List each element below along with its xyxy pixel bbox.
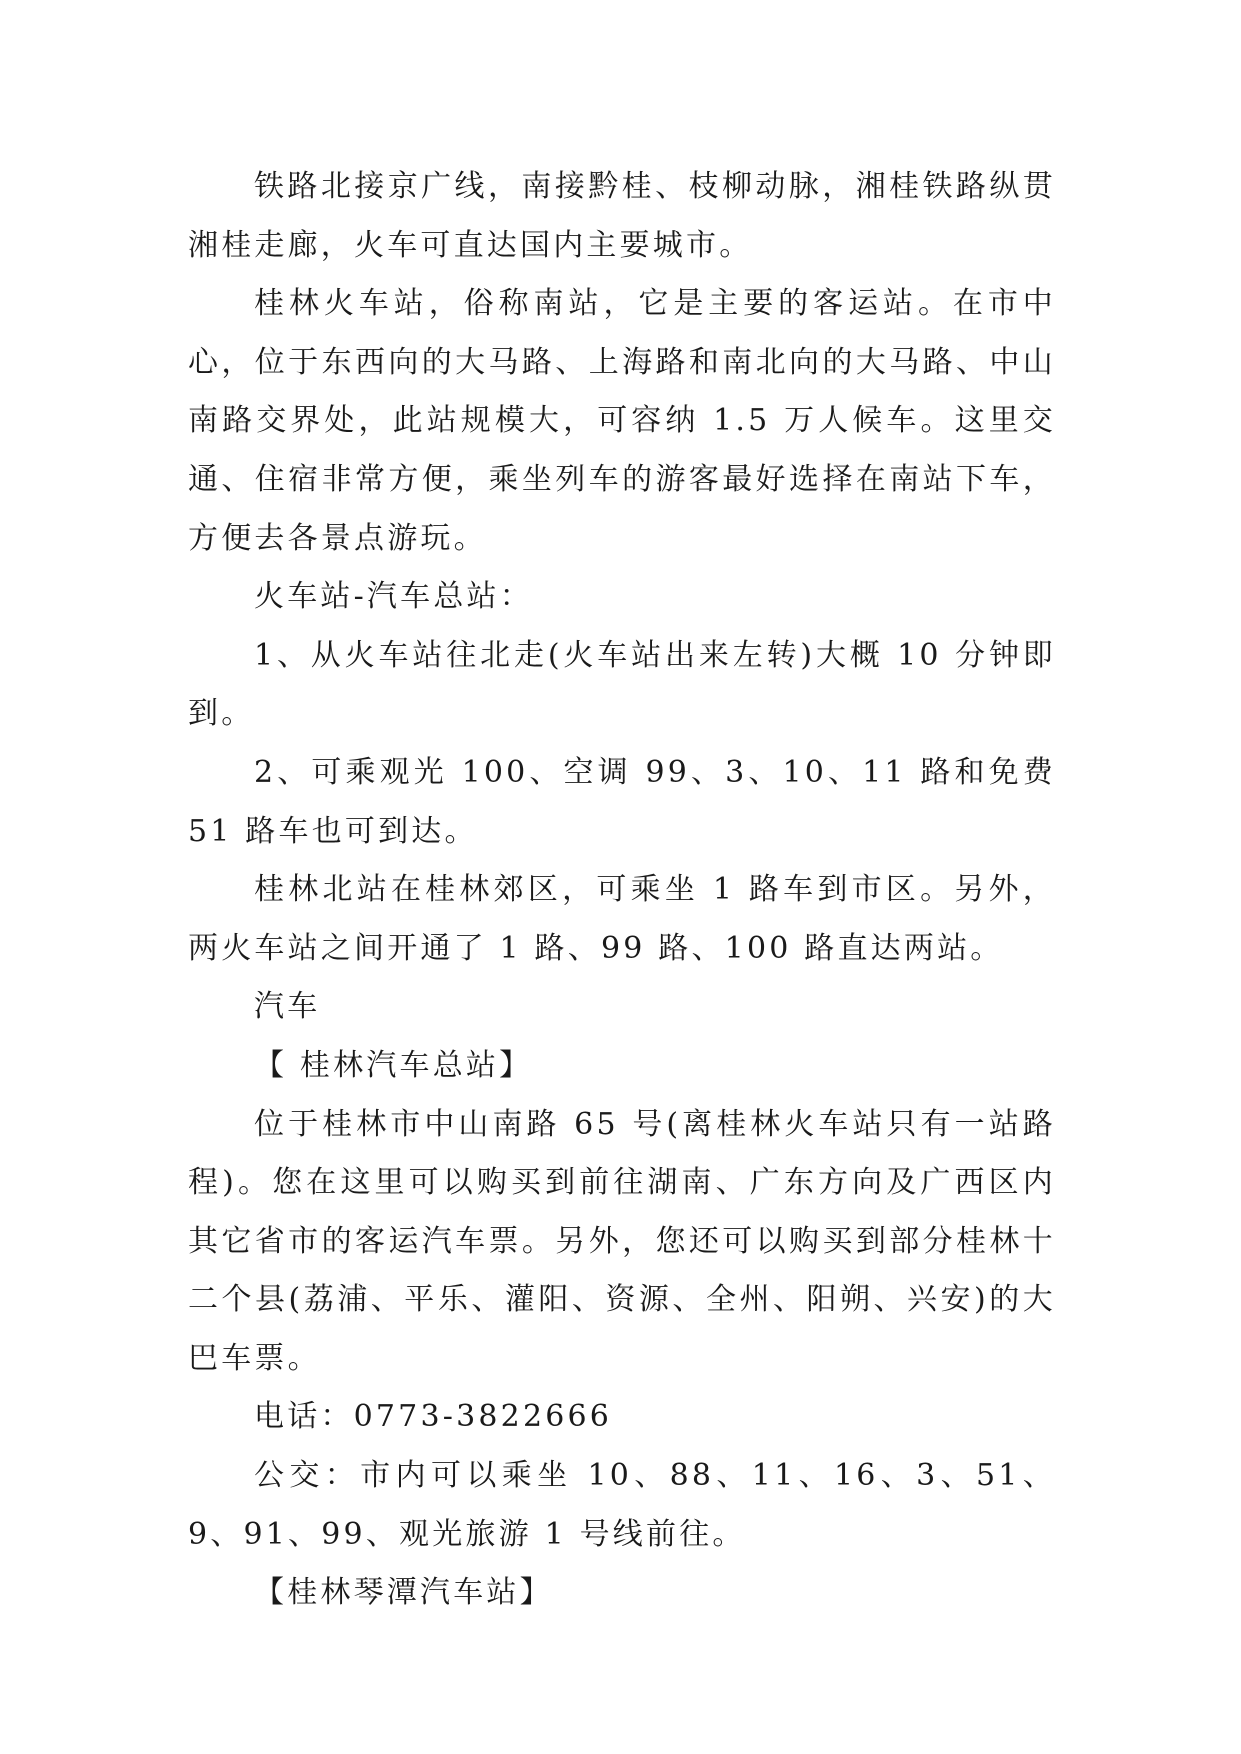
paragraph-public-transit: 公交：市内可以乘坐 10、88、11、16、3、51、9、91、99、观光旅游 1 号线前往。 xyxy=(188,1458,1056,1552)
heading-bus: 汽车 xyxy=(254,989,321,1025)
heading-guilin-bus-terminal: 【 桂林汽车总站】 xyxy=(254,1047,533,1083)
paragraph-railway-lines: 铁路北接京广线，南接黔桂、枝柳动脉，湘桂铁路纵贯湘桂走廊，火车可直达国内主要城市。 xyxy=(188,169,1056,263)
heading-station-to-bus-terminal: 火车站-汽车总站： xyxy=(254,579,533,615)
paragraph-bus-terminal-info: 位于桂林市中山南路 65 号(离桂林火车站只有一站路程)。您在这里可以购买到前往湖南、广东方向及广西区内其它省市的客运汽车票。另外，您还可以购买到部分桂林十二个县(荔浦、平乐、灌阳、资源、全州、阳朔、兴安)的大巴车票。 xyxy=(188,1106,1056,1376)
paragraph-bus-route: 2、可乘观光 100、空调 99、3、10、11 路和免费 51 路车也可到达。 xyxy=(188,754,1056,849)
paragraph-guilin-station: 桂林火车站，俗称南站，它是主要的客运站。在市中心，位于东西向的大马路、上海路和南北向的大马路、中山南路交界处，此站规模大，可容纳 1.5 万人候车。这里交通、住宿非常方便，乘坐列车的游客最好选择在南站下车，方便去各景点游玩。 xyxy=(188,286,1056,556)
paragraph-walk-route: 1、从火车站往北走(火车站出来左转)大概 10 分钟即到。 xyxy=(188,637,1056,732)
paragraph-north-station: 桂林北站在桂林郊区，可乘坐 1 路车到市区。另外，两火车站之间开通了 1 路、99 路、100 路直达两站。 xyxy=(188,872,1056,966)
paragraph-phone: 电话：0773-3822666 xyxy=(254,1399,613,1435)
heading-qintan-bus-station: 【桂林琴潭汽车站】 xyxy=(254,1575,553,1611)
document-body xyxy=(188,158,1056,1623)
